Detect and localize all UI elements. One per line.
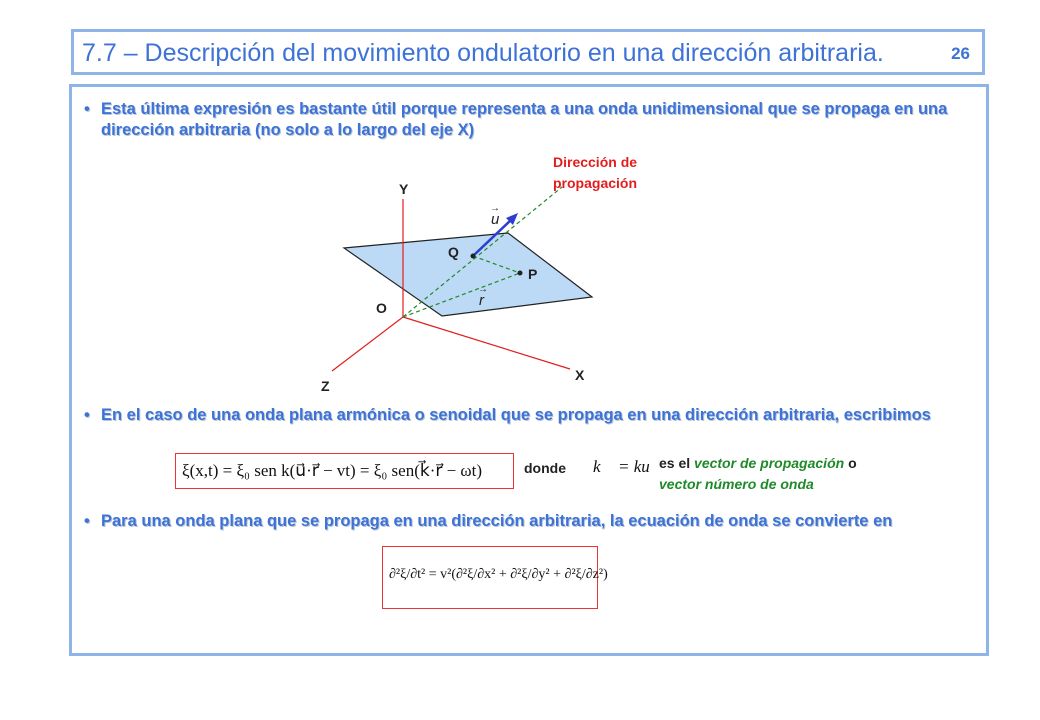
bullet-3-text: Para una onda plana que se propaga en una dirección arbitraria, la ecuación de onda se convierte en [101,512,893,530]
harmonic-formula: ξ(x,t) = ξ₀ sen k(u⃗·r⃗ − vt) = ξ₀ sen(k⃗·r⃗ − ωt) [182,461,483,480]
x-axis [403,317,570,369]
k-desc-vector-propagacion: vector de propagación [694,455,845,471]
axis-y-label: Y [399,181,409,197]
z-axis [332,317,403,371]
vector-r-arrow: → [478,284,488,295]
vector-r-label: r [479,292,484,309]
page-title: 7.7 – Descripción del movimiento ondulatorio en una dirección arbitraria. [82,39,884,67]
bullet-dot: • [84,512,90,530]
vector-u-label: u [491,211,500,228]
bullet-3 [84,511,971,532]
donde-label: donde [524,460,566,476]
origin-label: O [376,300,387,316]
point-q-label: Q [448,244,459,260]
bullet-dot: • [84,406,90,424]
point-p-label: P [528,266,538,282]
k-description [659,453,959,495]
wave-equation-box [382,546,608,609]
k-desc-vector-numero: vector número de onda [659,476,814,492]
title-box [71,29,985,75]
k-desc-o: o [848,455,857,471]
axis-x-label: X [575,367,585,383]
k-formula: k⃗ = ku⃗ [593,457,664,476]
page-number: 26 [951,44,970,63]
harmonic-formula-box [175,453,514,489]
bullet-1 [84,99,971,141]
bullet-1-text: Esta última expresión es bastante útil porque representa a una onda unidimensional que se propaga en una dirección arbitraria (no solo a lo largo del eje X) [101,100,948,139]
k-desc-es-el: es el [659,455,691,471]
direction-label-line2: propagación [553,175,638,191]
wave-equation: ∂²ξ/∂t² = v²(∂²ξ/∂x² + ∂²ξ/∂y² + ∂²ξ/∂z²) [389,567,608,582]
point-q-dot [471,254,476,259]
bullet-2 [84,405,971,426]
bullet-2-text: En el caso de una onda plana armónica o senoidal que se propaga en una dirección arbitraria, escribimos [101,406,931,424]
wave-direction-diagram [72,147,986,407]
direction-label-line1: Dirección de [553,154,638,170]
content-box [69,84,989,656]
vector-u-arrow: → [490,203,500,214]
axis-z-label: Z [321,378,330,394]
bullet-dot: • [84,100,90,118]
point-p-dot [518,271,523,276]
